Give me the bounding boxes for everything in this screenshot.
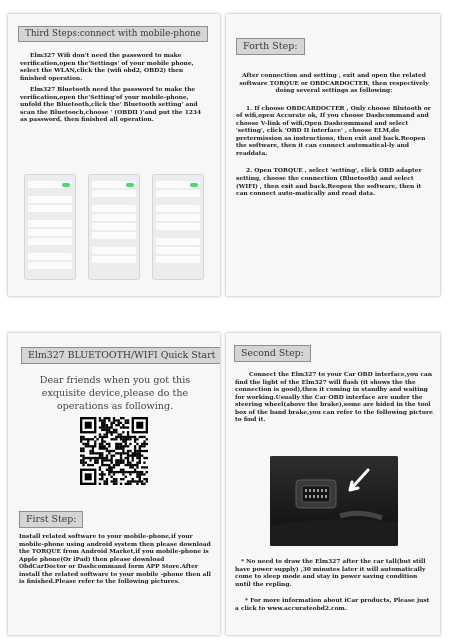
greeting-text: Dear friends when you got this exquisite device,please do the operations as following. (39, 375, 191, 412)
forth-step-intro: After connection and setting , exit and open the related software TORQUE or OBDCARDOCTER, then respectively doing several settings as following: (239, 72, 429, 95)
phone-row (28, 238, 72, 245)
quick-start-heading: Elm327 BLUETOOTH/WIFI Quick Start (21, 347, 220, 364)
more-info-text: * For more information about iCar products, Please just a click to www.accurateobd2.com. (235, 597, 430, 612)
first-step-text: Install related software to your mobile-phone,if your mobile-phone using android system then please download the TORQUE from Android Market,if you mobile-phone is Apple phone(Or iPad) then please download ObdCarDoctor or Dashcommand form APP Store.After install the related software to your mobile -phone then all is finished.Please refer to the following pictures. (19, 533, 211, 586)
forth-step-heading: Forth Step: (236, 38, 305, 55)
second-step-panel (226, 333, 440, 635)
obd-port-illustration (270, 456, 398, 546)
phone-row (156, 205, 200, 212)
phone-row (156, 238, 200, 245)
phone-row (28, 181, 72, 188)
third-step-heading: Third Steps:connect with mobile-phone (18, 26, 208, 42)
phone-row (156, 214, 200, 221)
second-step-text: Connect the Elm327 to your Car OBD interface,you can find the light of the Elm327 will flash (it shows the the connection is good),then it coming in standby and waiting for working.Usually the Car OBD interface are under the steering wheel(above the brake),some are hided in the tool box of the band brake,you can refer to the following picture to find it. (235, 371, 433, 424)
second-step-heading: Second Step: (234, 345, 311, 362)
phone-row (92, 256, 136, 263)
obd-port-photo (270, 456, 398, 546)
phone-row (28, 262, 72, 269)
toggle-on-icon (190, 183, 198, 187)
third-step-text (20, 52, 210, 128)
phone-row (28, 253, 72, 260)
toggle-on-icon (62, 183, 70, 187)
phone-row (28, 220, 72, 227)
forth-step-text (236, 72, 432, 202)
phone-row (92, 223, 136, 230)
phone-row (92, 205, 136, 212)
phone-row (156, 223, 200, 230)
forth-step-panel (226, 14, 440, 296)
forth-step-item-2: 2. Open TORQUE , select 'setting', click OBD adapter setting, choose the connection (Bluetooth) and select (WIFI) , then exit and back.Reopen the software, then it can connect auto-matically and read data. (236, 167, 422, 198)
phone-screenshot-wifi-list (88, 174, 140, 280)
phone-screenshot-wlan (24, 174, 76, 280)
phone-row (28, 229, 72, 236)
phone-row (92, 232, 136, 239)
qr-code-icon (80, 417, 148, 485)
third-step-bluetooth-paragraph: Elm327 Bluetooth need the password to make the verification,open the'Setting'of your mobile-phone, unfold the Bluetooth,click the' Bluetooth setting' and scan the Bluetooch,choose ' (OBDII )'and put the 1234 as password, then finished all operation. (20, 86, 202, 124)
phone-row (92, 181, 136, 188)
phone-row (156, 190, 200, 197)
phone-row (92, 247, 136, 254)
phone-row (156, 247, 200, 254)
forth-step-item-1: 1. If choose OBDCARDOCTER , Only choose Blutooth or of wifi,open Accurate ok, If you choose Dashcommand and choose V-link of wifi,Open Dashcommand and select 'setting', click 'OBD II interface' , choose ELM,do pretermission as instructions, then exit and back.Reopen the software, then it can connect automatical-ly and readdata. (236, 104, 431, 157)
power-note-text: * No need to draw the Elm327 after the car tall(but still have power supply) ,30 minutes later it will automatically come to sleep mode and stay in power saving condition until the repling. (235, 558, 426, 588)
toggle-on-icon (126, 183, 134, 187)
phone-row (156, 181, 200, 188)
phone-row (92, 214, 136, 221)
phone-row (92, 190, 136, 197)
phone-row (156, 256, 200, 263)
third-step-wifi-paragraph: Elm327 Wifi don't need the password to make verification,open the'Settings' of your mobile phone, select the WLAN,click the (wifi obd2, OBD2) then finished operation. (20, 52, 194, 82)
phone-row (28, 205, 72, 212)
third-step-panel (8, 14, 220, 296)
phone-screenshot-bluetooth (152, 174, 204, 280)
quick-start-panel (8, 333, 220, 635)
first-step-heading: First Step: (19, 511, 83, 528)
phone-row (28, 196, 72, 203)
